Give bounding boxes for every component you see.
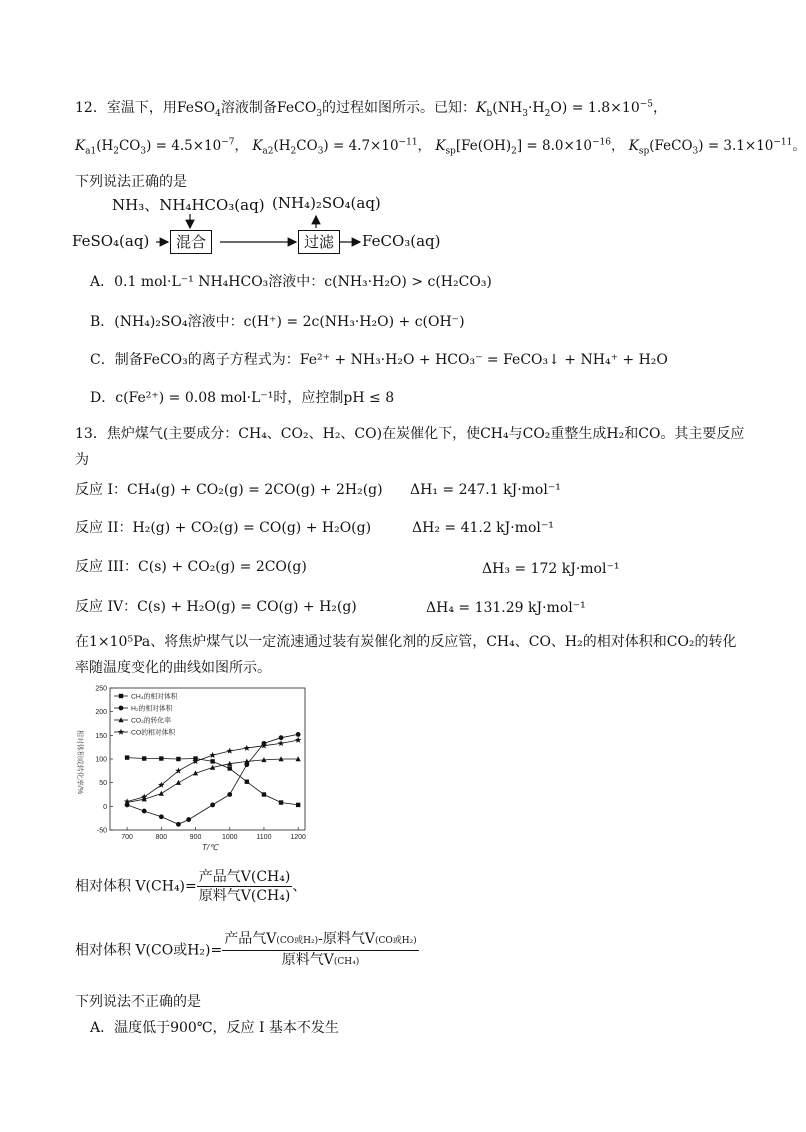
q12-ka2-expr: (H xyxy=(273,138,291,154)
q12-ka1-value: ) = 4.5×10 xyxy=(146,138,222,154)
y-tick-label: 150 xyxy=(95,732,107,740)
q12-ka1-sub: a1 xyxy=(85,146,97,157)
q13-para-line2: 率随温度变化的曲线如图所示。 xyxy=(75,660,271,676)
q13-para-line1: 在1×10⁵Pa、将焦炉煤气以一定流速通过装有炭催化剂的反应管，CH₄、CO、H₂的相对体积和CO₂的转化 xyxy=(75,634,737,650)
data-point xyxy=(245,780,249,784)
q12-stem-mid: 溶液制备 xyxy=(220,100,277,116)
def1-numerator: 产品气V(CH₄) xyxy=(198,869,291,885)
q12-sep3: ， xyxy=(610,138,625,154)
q12-ka2-expr2-sub: 3 xyxy=(317,146,324,157)
q12-ka2-symbol: K xyxy=(252,138,263,154)
q12-feso4-sub: 4 xyxy=(215,108,221,119)
y-tick-label: 200 xyxy=(95,709,107,717)
q12-ksp1-expr-sub: 2 xyxy=(511,146,517,157)
q12-stem-prefix: 12．室温下，用 xyxy=(75,100,177,116)
q12-ksp1-expr: [Fe(OH) xyxy=(455,138,512,154)
q13-reaction-2 xyxy=(75,518,371,538)
q12-option-c: C．制备FeCO₃的离子方程式为：Fe²⁺ + NH₃·H₂O + HCO₃⁻ = FeCO₃↓ + NH₄⁺ + H₂O xyxy=(90,352,668,368)
legend-entry xyxy=(114,704,173,713)
q12-kb-expr-sub: 3 xyxy=(522,108,528,119)
q12-ksp1-value: ] = 8.0×10 xyxy=(516,138,592,154)
q12-kb-value: O) = 1.8×10 xyxy=(550,100,640,116)
q12-ksp2-sub: sp xyxy=(638,146,650,157)
q12-ka1-expr2-sub: 3 xyxy=(140,146,147,157)
q13-reaction-1 xyxy=(75,480,383,500)
series-line xyxy=(127,758,298,805)
q12-feco3: FeCO xyxy=(276,100,317,116)
q12-ka2-expr-sub: 2 xyxy=(290,146,297,157)
def1-label: 相对体积 V(CH₄)= xyxy=(75,878,197,895)
q12-question: 下列说法正确的是 xyxy=(75,174,187,190)
q12-ka1-exponent: −7 xyxy=(221,137,235,148)
q13-reaction-4-dh: ΔH₄ = 131.29 kJ·mol⁻¹ xyxy=(426,600,586,616)
flow-start: FeSO₄(aq) xyxy=(72,232,150,250)
q13-option-a: A．温度低于900℃，反应 I 基本不发生 xyxy=(90,1020,339,1036)
def2-label: 相对体积 V(CO或H₂)= xyxy=(75,942,223,959)
q12-ksp2-exponent: −11 xyxy=(773,137,793,148)
y-tick-label: 50 xyxy=(99,780,107,788)
def2-den-sub: (CH₄) xyxy=(333,957,360,967)
chart-ylabel: 相对体积或转化率/% xyxy=(76,729,83,795)
data-point xyxy=(227,792,232,797)
def2-num-sub2: (CO或H₂) xyxy=(374,936,417,946)
data-point xyxy=(279,735,284,740)
data-point xyxy=(295,737,301,743)
reaction-label: 反应 IV： xyxy=(75,599,138,615)
q12-kb-sub: b xyxy=(486,108,493,119)
series-line xyxy=(127,734,298,824)
def1-end: 、 xyxy=(292,878,307,895)
data-point xyxy=(125,755,129,759)
q13-stem-line2: 为 xyxy=(75,452,89,468)
q12-kb-expr: (NH xyxy=(492,100,523,116)
q12-ka2-exponent: −11 xyxy=(398,137,418,148)
chart-xlabel: T/℃ xyxy=(201,843,219,852)
x-tick-label: 800 xyxy=(155,834,168,841)
series-star xyxy=(124,737,302,805)
x-tick-label: 700 xyxy=(121,834,133,841)
q12-ka1-symbol: K xyxy=(75,138,86,154)
q13-reaction-4 xyxy=(75,597,357,617)
reaction-label: 反应 II： xyxy=(75,520,133,536)
q12-option-d: D．c(Fe²⁺) = 0.08 mol·L⁻¹时，应控制pH ≤ 8 xyxy=(90,390,395,406)
q13-reaction-1-dh: ΔH₁ = 247.1 kJ·mol⁻¹ xyxy=(410,482,561,498)
q12-sep1: ， xyxy=(234,138,249,154)
legend-label: CO₂的转化率 xyxy=(131,717,172,725)
q12-ksp1-symbol: K xyxy=(435,138,446,154)
data-point xyxy=(227,748,233,754)
q12-ka1-expr-sub: 2 xyxy=(113,146,119,157)
q12-ksp2-value: ) = 3.1×10 xyxy=(698,138,774,154)
data-point xyxy=(228,766,232,770)
data-point xyxy=(159,791,164,796)
q12-kb-symbol: K xyxy=(476,100,487,116)
q12-feso4: FeSO xyxy=(176,100,216,116)
flow-output-label: (NH₄)₂SO₄(aq) xyxy=(272,194,381,212)
q12-kb-expr2-sub: 2 xyxy=(544,108,551,119)
q12-ka1-expr: (H xyxy=(96,138,114,154)
series-circle xyxy=(125,732,301,827)
legend-label: CO的相对体积 xyxy=(131,729,176,737)
reaction-equation: C(s) + CO₂(g) = 2CO(g) xyxy=(138,559,307,575)
x-tick-label: 1000 xyxy=(221,834,238,841)
y-tick-label: 250 xyxy=(95,685,107,693)
reaction-equation: CH₄(g) + CO₂(g) = 2CO(g) + 2H₂(g) xyxy=(126,482,383,498)
q13-reaction-2-dh: ΔH₂ = 41.2 kJ·mol⁻¹ xyxy=(412,520,554,536)
chart-legend xyxy=(114,692,178,737)
data-point xyxy=(244,745,250,751)
def2-denominator xyxy=(222,951,418,971)
legend-marker xyxy=(119,706,124,711)
legend-marker xyxy=(119,694,123,698)
data-point xyxy=(209,752,215,758)
data-point xyxy=(210,759,214,763)
q12-stem-known: 的过程如图所示。已知： xyxy=(322,100,477,116)
q12-kb-end: ， xyxy=(653,100,668,116)
flow-mix-box: 混合 xyxy=(170,230,212,254)
q12-ka2-expr2: CO xyxy=(296,138,318,154)
q12-sep2: ， xyxy=(417,138,432,154)
q13-def1 xyxy=(75,868,306,905)
data-point xyxy=(278,740,284,746)
q13-stem-line1: 13．焦炉煤气(主要成分：CH₄、CO₂、H₂、CO)在炭催化下，使CH₄与CO₂重整生成H₂和CO。其主要反应 xyxy=(75,426,745,442)
series-line xyxy=(127,740,298,802)
flow-arrows xyxy=(70,192,490,262)
def2-num-b: -原料气V xyxy=(318,931,375,947)
def2-fraction xyxy=(222,930,418,971)
data-point xyxy=(176,780,181,785)
q12-ka2-value: ) = 4.7×10 xyxy=(323,138,399,154)
q12-kb-exponent: −5 xyxy=(639,99,654,110)
data-point xyxy=(176,822,181,827)
x-tick-label: 1100 xyxy=(256,834,272,841)
legend-entry xyxy=(114,716,171,725)
legend-entry xyxy=(114,692,178,701)
def2-num-a: 产品气V xyxy=(224,931,277,947)
q12-ksp2-expr-sub: 3 xyxy=(692,146,699,157)
data-point xyxy=(210,803,215,808)
data-point xyxy=(142,756,146,760)
q12-ksp2-expr: (FeCO xyxy=(649,138,693,154)
legend-label: H₂的相对体积 xyxy=(131,705,173,713)
def2-num-sub1: (CO或H₂) xyxy=(276,936,319,946)
data-point xyxy=(296,732,301,737)
x-tick-label: 900 xyxy=(189,834,202,841)
data-point xyxy=(142,809,147,814)
reaction-equation: H₂(g) + CO₂(g) = CO(g) + H₂O(g) xyxy=(132,520,372,536)
q12-feco3-sub: 3 xyxy=(316,108,323,119)
y-tick-label: -50 xyxy=(96,827,107,835)
q13-question: 下列说法不正确的是 xyxy=(75,994,201,1010)
q12-ksp1-sub: sp xyxy=(445,146,456,157)
flow-input-label: NH₃、NH₄HCO₃(aq) xyxy=(112,196,265,214)
y-tick-label: 0 xyxy=(103,803,107,811)
q12-stem-line1 xyxy=(75,98,667,118)
q12-ksp1-exponent: −16 xyxy=(591,137,611,148)
legend-entry xyxy=(114,728,175,737)
legend-marker xyxy=(118,729,124,735)
q13-reaction-3 xyxy=(75,557,307,577)
reaction-equation: C(s) + H₂O(g) = CO(g) + H₂(g) xyxy=(137,599,357,615)
temperature-chart xyxy=(70,682,315,852)
q12-ka1-expr2: CO xyxy=(118,138,141,154)
q12-stem-end: 。 xyxy=(792,138,806,154)
q12-flow-diagram xyxy=(70,192,490,262)
chart-ticks xyxy=(95,686,306,842)
data-point xyxy=(159,756,163,760)
q13-def2 xyxy=(75,930,419,971)
flow-end: FeCO₃(aq) xyxy=(362,232,441,250)
data-point xyxy=(176,757,180,761)
q12-ksp2-symbol: K xyxy=(628,138,639,154)
data-point xyxy=(262,792,266,796)
q12-option-b: B．(NH₄)₂SO₄溶液中：c(H⁺) = 2c(NH₃·H₂O) + c(OH⁻) xyxy=(90,314,465,330)
data-point xyxy=(159,814,164,819)
data-point xyxy=(279,800,283,804)
flow-filter-box: 过滤 xyxy=(298,230,340,254)
chart-series xyxy=(124,732,302,827)
data-point xyxy=(296,803,300,807)
reaction-label: 反应 I： xyxy=(75,482,127,498)
q12-kb-expr2: ·H xyxy=(527,100,545,116)
def2-numerator xyxy=(222,930,418,951)
legend-label: CH₄的相对体积 xyxy=(131,693,178,701)
x-tick-label: 1200 xyxy=(290,834,306,841)
series-square xyxy=(125,755,300,807)
q12-ka2-sub: a2 xyxy=(262,146,274,157)
def1-fraction xyxy=(197,868,293,905)
q12-stem-line2 xyxy=(75,136,806,156)
y-tick-label: 100 xyxy=(95,756,107,764)
def2-den-a: 原料气V xyxy=(281,952,334,968)
data-point xyxy=(186,817,191,822)
def1-denominator: 原料气V(CH₄) xyxy=(198,888,291,904)
q13-reaction-3-dh: ΔH₃ = 172 kJ·mol⁻¹ xyxy=(482,561,620,577)
reaction-label: 反应 III： xyxy=(75,559,139,575)
q12-option-a: A．0.1 mol·L⁻¹ NH₄HCO₃溶液中：c(NH₃·H₂O) > c(H₂CO₃) xyxy=(90,274,492,290)
